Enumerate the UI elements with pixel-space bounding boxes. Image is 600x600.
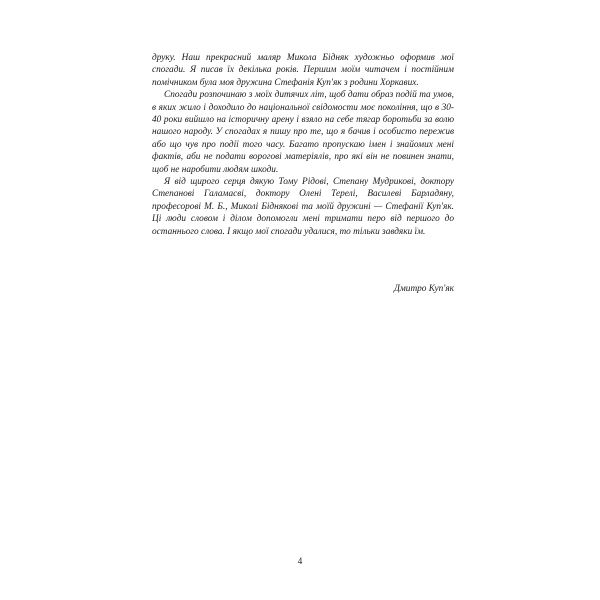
page-number: 4 [297, 556, 303, 566]
body-text [152, 52, 454, 238]
author-signature: Дмитро Куп'як [393, 284, 454, 294]
paragraph-intro: друку. Наш прекрасний маляр Микола Бідняк художньо оформив мої спогади. Я писав їх декілька років. Першим моїм читачем і постійним помічником була моя дружина Стефанія Куп'як з родини Хоркавих. [152, 53, 454, 88]
paragraph-memoir-scope: Спогади розпочинаю з моїх дитячих літ, щоб дати образ подій та умов, в яких жило і доходило до національної свідомости моє покоління, що в 30-40 роки вийшло на історичну арену і взяло на себе тягар боротьби за волю нашого народу. У спогадах я пишу про те, що я бачив і особисто пережив або що чув про події того часу. Багато пропускаю імен і знайомих мені фактів, аби не подати ворогові матеріялів, про які він не повинен знати, щоб не наробити людям шкоди. [152, 90, 454, 175]
paragraph-acknowledgements: Я від щирого серця дякую Тому Рідові, Степану Мудрикові, доктору Степанові Галамасві, доктору Олені Терелі, Василеві Барладяну, професорові М. Б., Миколі Біднякові та моїй дружині — Стефанії Куп'як. Ці люди словом і ділом допомогли мені тримати перо від першого до останнього слова. І якщо мої спогади удалися, то тільки завдяки їм. [152, 177, 454, 237]
